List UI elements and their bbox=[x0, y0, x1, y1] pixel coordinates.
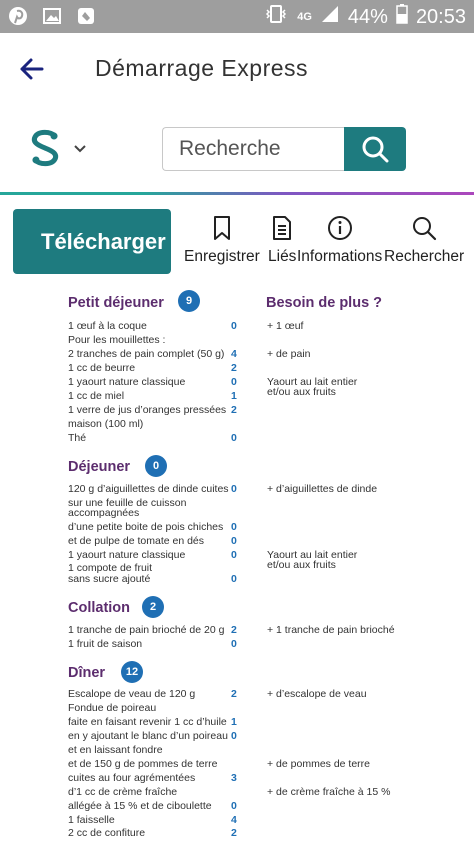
extra-item: + 1 tranche de pain brioché bbox=[267, 624, 395, 636]
extra-item: + de pain bbox=[267, 348, 311, 360]
section-title: Petit déjeuner bbox=[68, 295, 164, 311]
vibrate-icon bbox=[263, 4, 289, 30]
meal-item: 1 fruit de saison bbox=[68, 638, 143, 650]
meal-item: 1 cc de beurre bbox=[68, 362, 136, 374]
extra-item: + de crème fraîche à 15 % bbox=[267, 786, 391, 798]
meal-item: et de 150 g de pommes de terre bbox=[68, 758, 218, 770]
back-button[interactable] bbox=[16, 55, 48, 83]
extra-item: Yaourt au lait entier bbox=[267, 549, 358, 561]
meal-item: 2 tranches de pain complet (50 g) bbox=[68, 348, 225, 360]
meal-item: en y ajoutant le blanc d’un poireau bbox=[68, 730, 228, 742]
meal-item: maison (100 ml) bbox=[68, 418, 144, 430]
item-points: 4 bbox=[231, 348, 237, 360]
item-points: 2 bbox=[231, 688, 237, 700]
scribd-logo[interactable] bbox=[28, 128, 62, 168]
section-title: Dîner bbox=[68, 665, 106, 681]
bookmark-icon bbox=[212, 214, 232, 242]
app-bar bbox=[0, 33, 474, 105]
item-points: 0 bbox=[231, 549, 237, 561]
meal-item: allégée à 15 % et de ciboulette bbox=[68, 800, 212, 812]
extra-item: Yaourt au lait entier bbox=[267, 376, 358, 388]
info-icon bbox=[327, 214, 353, 242]
meal-item: cuites au four agrémentées bbox=[68, 772, 196, 784]
document-page bbox=[0, 290, 474, 842]
search-input[interactable] bbox=[162, 127, 346, 171]
related-action[interactable] bbox=[268, 214, 296, 266]
meal-item: sans sucre ajouté bbox=[68, 573, 151, 585]
item-points: 0 bbox=[231, 535, 237, 547]
clock: 20:53 bbox=[415, 5, 466, 28]
search-button[interactable] bbox=[344, 127, 406, 171]
meal-item: d’une petite boite de pois chiches bbox=[68, 521, 224, 533]
meal-item: 1 faisselle bbox=[68, 814, 115, 826]
pinterest-icon bbox=[8, 6, 28, 26]
item-points: 4 bbox=[231, 814, 237, 826]
item-points: 2 bbox=[231, 624, 237, 636]
item-points: 2 bbox=[231, 362, 237, 374]
item-points: 0 bbox=[231, 483, 237, 495]
download-button[interactable]: Télécharger bbox=[13, 209, 171, 274]
search-label: Rechercher bbox=[384, 248, 465, 265]
header-divider bbox=[0, 192, 474, 195]
section-badge: 12 bbox=[121, 661, 143, 683]
meal-item: 1 yaourt nature classique bbox=[68, 549, 186, 561]
info-action[interactable] bbox=[297, 214, 382, 266]
item-points: 1 bbox=[231, 390, 237, 402]
meal-item: et de pulpe de tomate en dés bbox=[68, 535, 205, 547]
network-type: 4G bbox=[297, 11, 312, 23]
meal-item: et en laissant fondre bbox=[68, 744, 163, 756]
extra-item: + d’escalope de veau bbox=[267, 688, 367, 700]
meal-item: Thé bbox=[68, 432, 87, 444]
gallery-icon bbox=[42, 6, 62, 26]
item-points: 2 bbox=[231, 404, 237, 416]
arrow-left-icon bbox=[16, 55, 48, 83]
save-action[interactable] bbox=[184, 214, 260, 266]
item-points: 0 bbox=[231, 730, 237, 742]
item-points: 0 bbox=[231, 432, 237, 444]
item-points: 0 bbox=[231, 320, 237, 332]
info-label: Informations bbox=[297, 248, 383, 265]
scribd-s-icon bbox=[28, 128, 62, 168]
magnifier-icon bbox=[411, 214, 437, 242]
more-needed-heading: Besoin de plus ? bbox=[266, 295, 383, 311]
item-points: 0 bbox=[231, 573, 237, 585]
item-points: 1 bbox=[231, 716, 237, 728]
signal-icon bbox=[320, 4, 340, 30]
section-badge: 9 bbox=[178, 290, 200, 312]
section-title: Déjeuner bbox=[68, 459, 131, 475]
meal-item: 1 cc de miel bbox=[68, 390, 125, 402]
item-points: 0 bbox=[231, 800, 237, 812]
extra-item: + d’aiguillettes de dinde bbox=[267, 483, 378, 495]
meal-item: Fondue de poireau bbox=[68, 702, 157, 714]
page-title: Démarrage Express bbox=[95, 55, 309, 81]
battery-level: 44% bbox=[347, 5, 388, 28]
item-points: 3 bbox=[231, 772, 237, 784]
related-label: Liés bbox=[268, 248, 297, 265]
meal-item: 2 cc de confiture bbox=[68, 827, 146, 839]
search-icon bbox=[360, 134, 390, 164]
meal-item: 120 g d’aiguillettes de dinde cuites bbox=[68, 483, 229, 495]
meal-item: 1 compote de fruit bbox=[68, 562, 153, 574]
section-badge: 0 bbox=[145, 455, 167, 477]
item-points: 0 bbox=[231, 638, 237, 650]
save-label: Enregistrer bbox=[184, 248, 260, 265]
status-bar bbox=[0, 0, 474, 33]
section-title: Collation bbox=[68, 600, 131, 616]
search-action[interactable] bbox=[384, 214, 464, 266]
battery-icon bbox=[396, 4, 408, 30]
meal-item: 1 œuf à la coque bbox=[68, 320, 147, 332]
meal-item: sur une feuille de cuisson bbox=[68, 497, 187, 509]
chevron-down-icon[interactable] bbox=[72, 142, 88, 154]
meal-item: Escalope de veau de 120 g bbox=[68, 688, 196, 700]
meal-item: d’1 cc de crème fraîche bbox=[68, 786, 178, 798]
meal-item: 1 yaourt nature classique bbox=[68, 376, 186, 388]
item-points: 2 bbox=[231, 827, 237, 839]
notification-icon bbox=[76, 6, 96, 26]
meal-item: accompagnées bbox=[68, 507, 140, 519]
item-points: 0 bbox=[231, 376, 237, 388]
extra-item: + 1 œuf bbox=[267, 320, 304, 332]
document-icon bbox=[271, 214, 293, 242]
meal-item: 1 tranche de pain brioché de 20 g bbox=[68, 624, 225, 636]
meal-item: faite en faisant revenir 1 cc d’huile bbox=[68, 716, 227, 728]
meal-item: Pour les mouillettes : bbox=[68, 334, 166, 346]
extra-item: et/ou aux fruits bbox=[267, 559, 336, 571]
extra-item: et/ou aux fruits bbox=[267, 386, 336, 398]
extra-item: + de pommes de terre bbox=[267, 758, 371, 770]
meal-item: 1 verre de jus d’oranges pressées bbox=[68, 404, 227, 416]
section-badge: 2 bbox=[142, 596, 164, 618]
item-points: 0 bbox=[231, 521, 237, 533]
